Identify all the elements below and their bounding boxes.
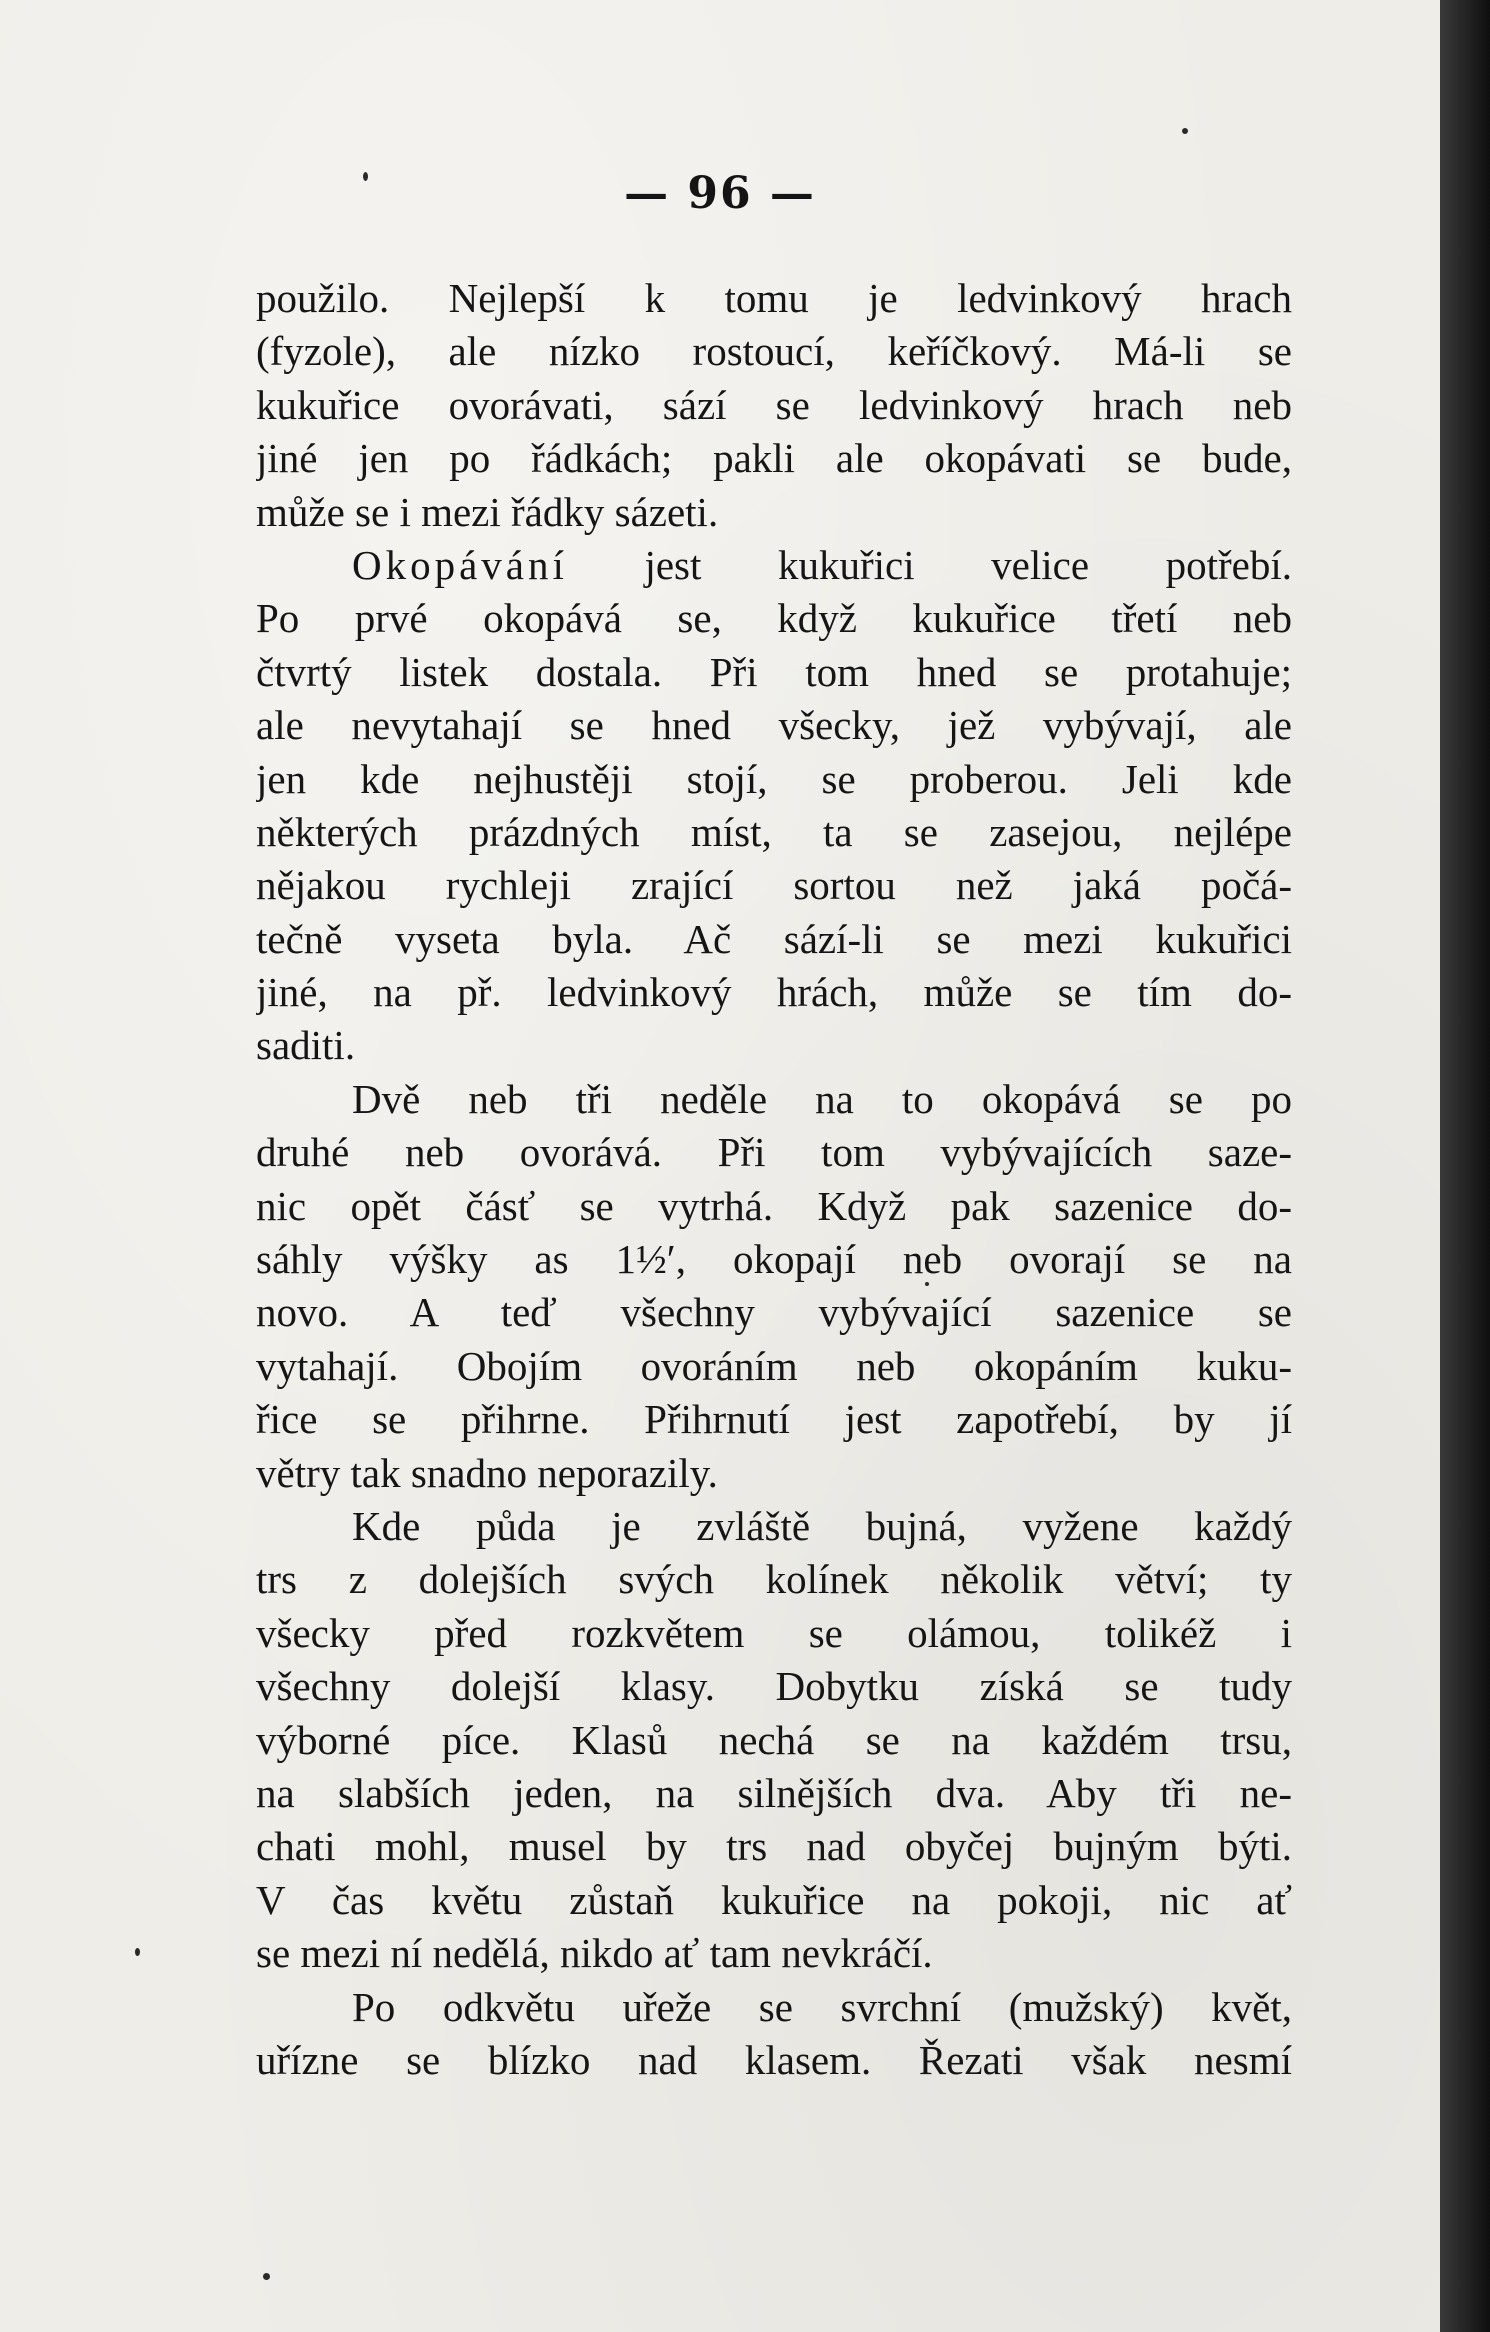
text-line: větry tak snadno neporazily.: [256, 1449, 718, 1496]
text-line: ale nevytahají se hned všecky, jež vybývají, ale: [256, 702, 1292, 749]
text-line: Dvě neb tři neděle na to okopává se po: [352, 1075, 1292, 1122]
text-line: všechny dolejší klasy. Dobytku získá se tudy: [256, 1663, 1292, 1710]
text-line: sáhly výšky as 1½′, okopají neb ovorají se na: [256, 1236, 1292, 1283]
text-line: všecky před rozkvětem se olámou, tolikéž i: [256, 1609, 1292, 1656]
body-text: [256, 272, 1292, 2087]
text-line: čtvrtý listek dostala. Při tom hned se protahuje;: [256, 648, 1292, 695]
scan-speck: [263, 2273, 270, 2280]
text-line: řice se přihrne. Přihrnutí jest zapotřebí, by jí: [256, 1396, 1292, 1443]
text-line: Okopávání jest kukuřici velice potřebí.: [352, 541, 1292, 588]
emphasized-word: Okopávání: [352, 541, 568, 588]
text-line: může se i mezi řádky sázeti.: [256, 488, 719, 535]
text-line: Kde půda je zvláště bujná, vyžene každý: [352, 1502, 1292, 1549]
text-line: nic opět čásť se vytrhá. Když pak sazenice do-: [256, 1182, 1292, 1229]
text-line: jen kde nejhustěji stojí, se proberou. Jeli kde: [256, 755, 1292, 802]
text-line: nějakou rychleji zrající sortou než jaká počá-: [256, 862, 1292, 909]
text-line: Po prvé okopává se, když kukuřice třetí neb: [256, 595, 1292, 642]
text-line: jiné, na př. ledvinkový hrách, může se tím do-: [256, 969, 1292, 1016]
text-line: kukuřice ovorávati, sází se ledvinkový hrach neb: [256, 381, 1292, 428]
scan-speck: [135, 1948, 140, 1956]
text-line: některých prázdných míst, ta se zasejou, nejlépe: [256, 808, 1292, 855]
text-line: trs z dolejších svých kolínek několik větví; ty: [256, 1556, 1292, 1603]
text-line: druhé neb ovorává. Při tom vybývajících saze-: [256, 1129, 1292, 1176]
page-number: — 96 —: [624, 168, 816, 219]
text-line: vytahají. Obojím ovoráním neb okopáním kuku-: [256, 1342, 1292, 1389]
text-line: jiné jen po řádkách; pakli ale okopávati se bude,: [256, 435, 1292, 482]
text-line: V čas květu zůstaň kukuřice na pokoji, nic ať: [256, 1876, 1292, 1923]
text-line: výborné píce. Klasů nechá se na každém trsu,: [256, 1716, 1292, 1763]
scan-speck: [925, 1282, 929, 1286]
text-line: (fyzole), ale nízko rostoucí, keříčkový. Má-li se: [256, 328, 1292, 375]
text-line: tečně vyseta byla. Ač sází-li se mezi kukuřici: [256, 915, 1292, 962]
scan-edge: [1440, 0, 1490, 2332]
text-line: Po odkvětu uřeže se svrchní (mužský) květ,: [352, 1983, 1292, 2030]
text-line: chati mohl, musel by trs nad obyčej bujným býti.: [256, 1823, 1292, 1870]
text-line: se mezi ní nedělá, nikdo ať tam nevkráčí.: [256, 1930, 933, 1977]
scan-speck: [363, 172, 368, 181]
text-line: použilo. Nejlepší k tomu je ledvinkový hrach: [256, 275, 1292, 321]
text-line: saditi.: [256, 1022, 356, 1069]
text-line: na slabších jeden, na silnějších dva. Aby tři ne-: [256, 1769, 1292, 1816]
scan-speck: [1182, 128, 1188, 134]
text-line: novo. A teď všechny vybývající sazenice se: [256, 1289, 1292, 1336]
text-line: uřízne se blízko nad klasem. Řezati však nesmí: [256, 2036, 1292, 2083]
